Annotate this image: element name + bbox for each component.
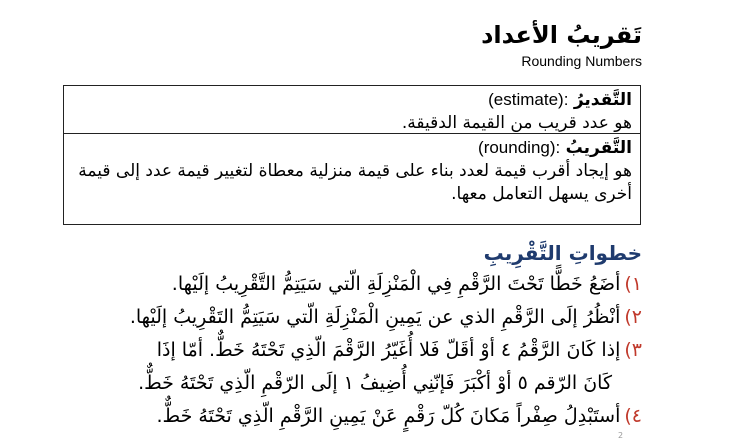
term-english: (estimate):	[488, 90, 569, 109]
definition-text: هو إيجاد أقرب قيمة لعدد بناء على قيمة منزلية معطاة لتغيير قيمة عدد إلى قيمة أخرى يسهل التعامل معها.	[78, 161, 632, 204]
step-number: ٣)	[624, 339, 642, 361]
definitions-box	[63, 85, 641, 225]
step-item-continuation	[60, 367, 642, 400]
step-number: ١)	[624, 273, 642, 295]
page-number: 2	[618, 431, 624, 440]
step-item	[60, 301, 642, 334]
term-arabic: التَّقديرُ	[573, 90, 632, 110]
step-text: أنْظُرُ إلَى الرَّقْمِ الذي عن يَمِينِ الْمَنْزِلَةِ الّتي سَيَتِمُّ التَقْرِيبُ إلَيْها.	[129, 306, 621, 328]
definition-estimate	[64, 86, 640, 134]
definition-term	[72, 136, 632, 160]
step-item	[60, 268, 642, 301]
steps-heading: خطواتِ التَّقْرِيبِ	[483, 241, 642, 265]
page-title: تَقريبُ الأعداد	[481, 21, 642, 49]
step-text: كَانَ الرّقم ٥ أوْ أكْبَرَ فَإنّنِي أُضِيفُ ١ إلَى الرّقْمِ الّذِي تَحْتَهُ خَطٌّ.	[138, 372, 612, 394]
steps-list	[60, 268, 642, 433]
step-number: ٢)	[624, 306, 642, 328]
term-english: (rounding):	[478, 138, 561, 157]
definition-rounding	[64, 134, 640, 225]
step-item	[60, 400, 642, 433]
definition-text: هو عدد قريب من القيمة الدقيقة.	[401, 113, 632, 133]
page-subtitle: Rounding Numbers	[521, 53, 642, 69]
step-item	[60, 334, 642, 367]
definition-term	[72, 88, 632, 112]
step-text: أستَبْدِلُ صِفْراً مَكانَ كُلّ رَقْمٍ عَنْ يَمِينِ الرَّقْمِ الّذِي تَحْتَهُ خَطٌّ.	[156, 405, 621, 427]
step-text: إذا كَانَ الرَّقْمُ ٤ أوْ أقَلّ فَلا أُغَيّرُ الرَّقْمَ الّذِي تَحْتَهُ خَطٌّ. أمّا إذَا	[156, 339, 621, 361]
step-number: ٤)	[624, 405, 642, 427]
step-text: أضَعُ خَطًّا تَحْتَ الرَّقْمِ فِي الْمَنْزِلَةِ الّتي سَيَتِمُّ التَّقْرِيبُ إلَيْها.	[171, 273, 621, 295]
term-arabic: التَّقريبُ	[565, 138, 632, 158]
